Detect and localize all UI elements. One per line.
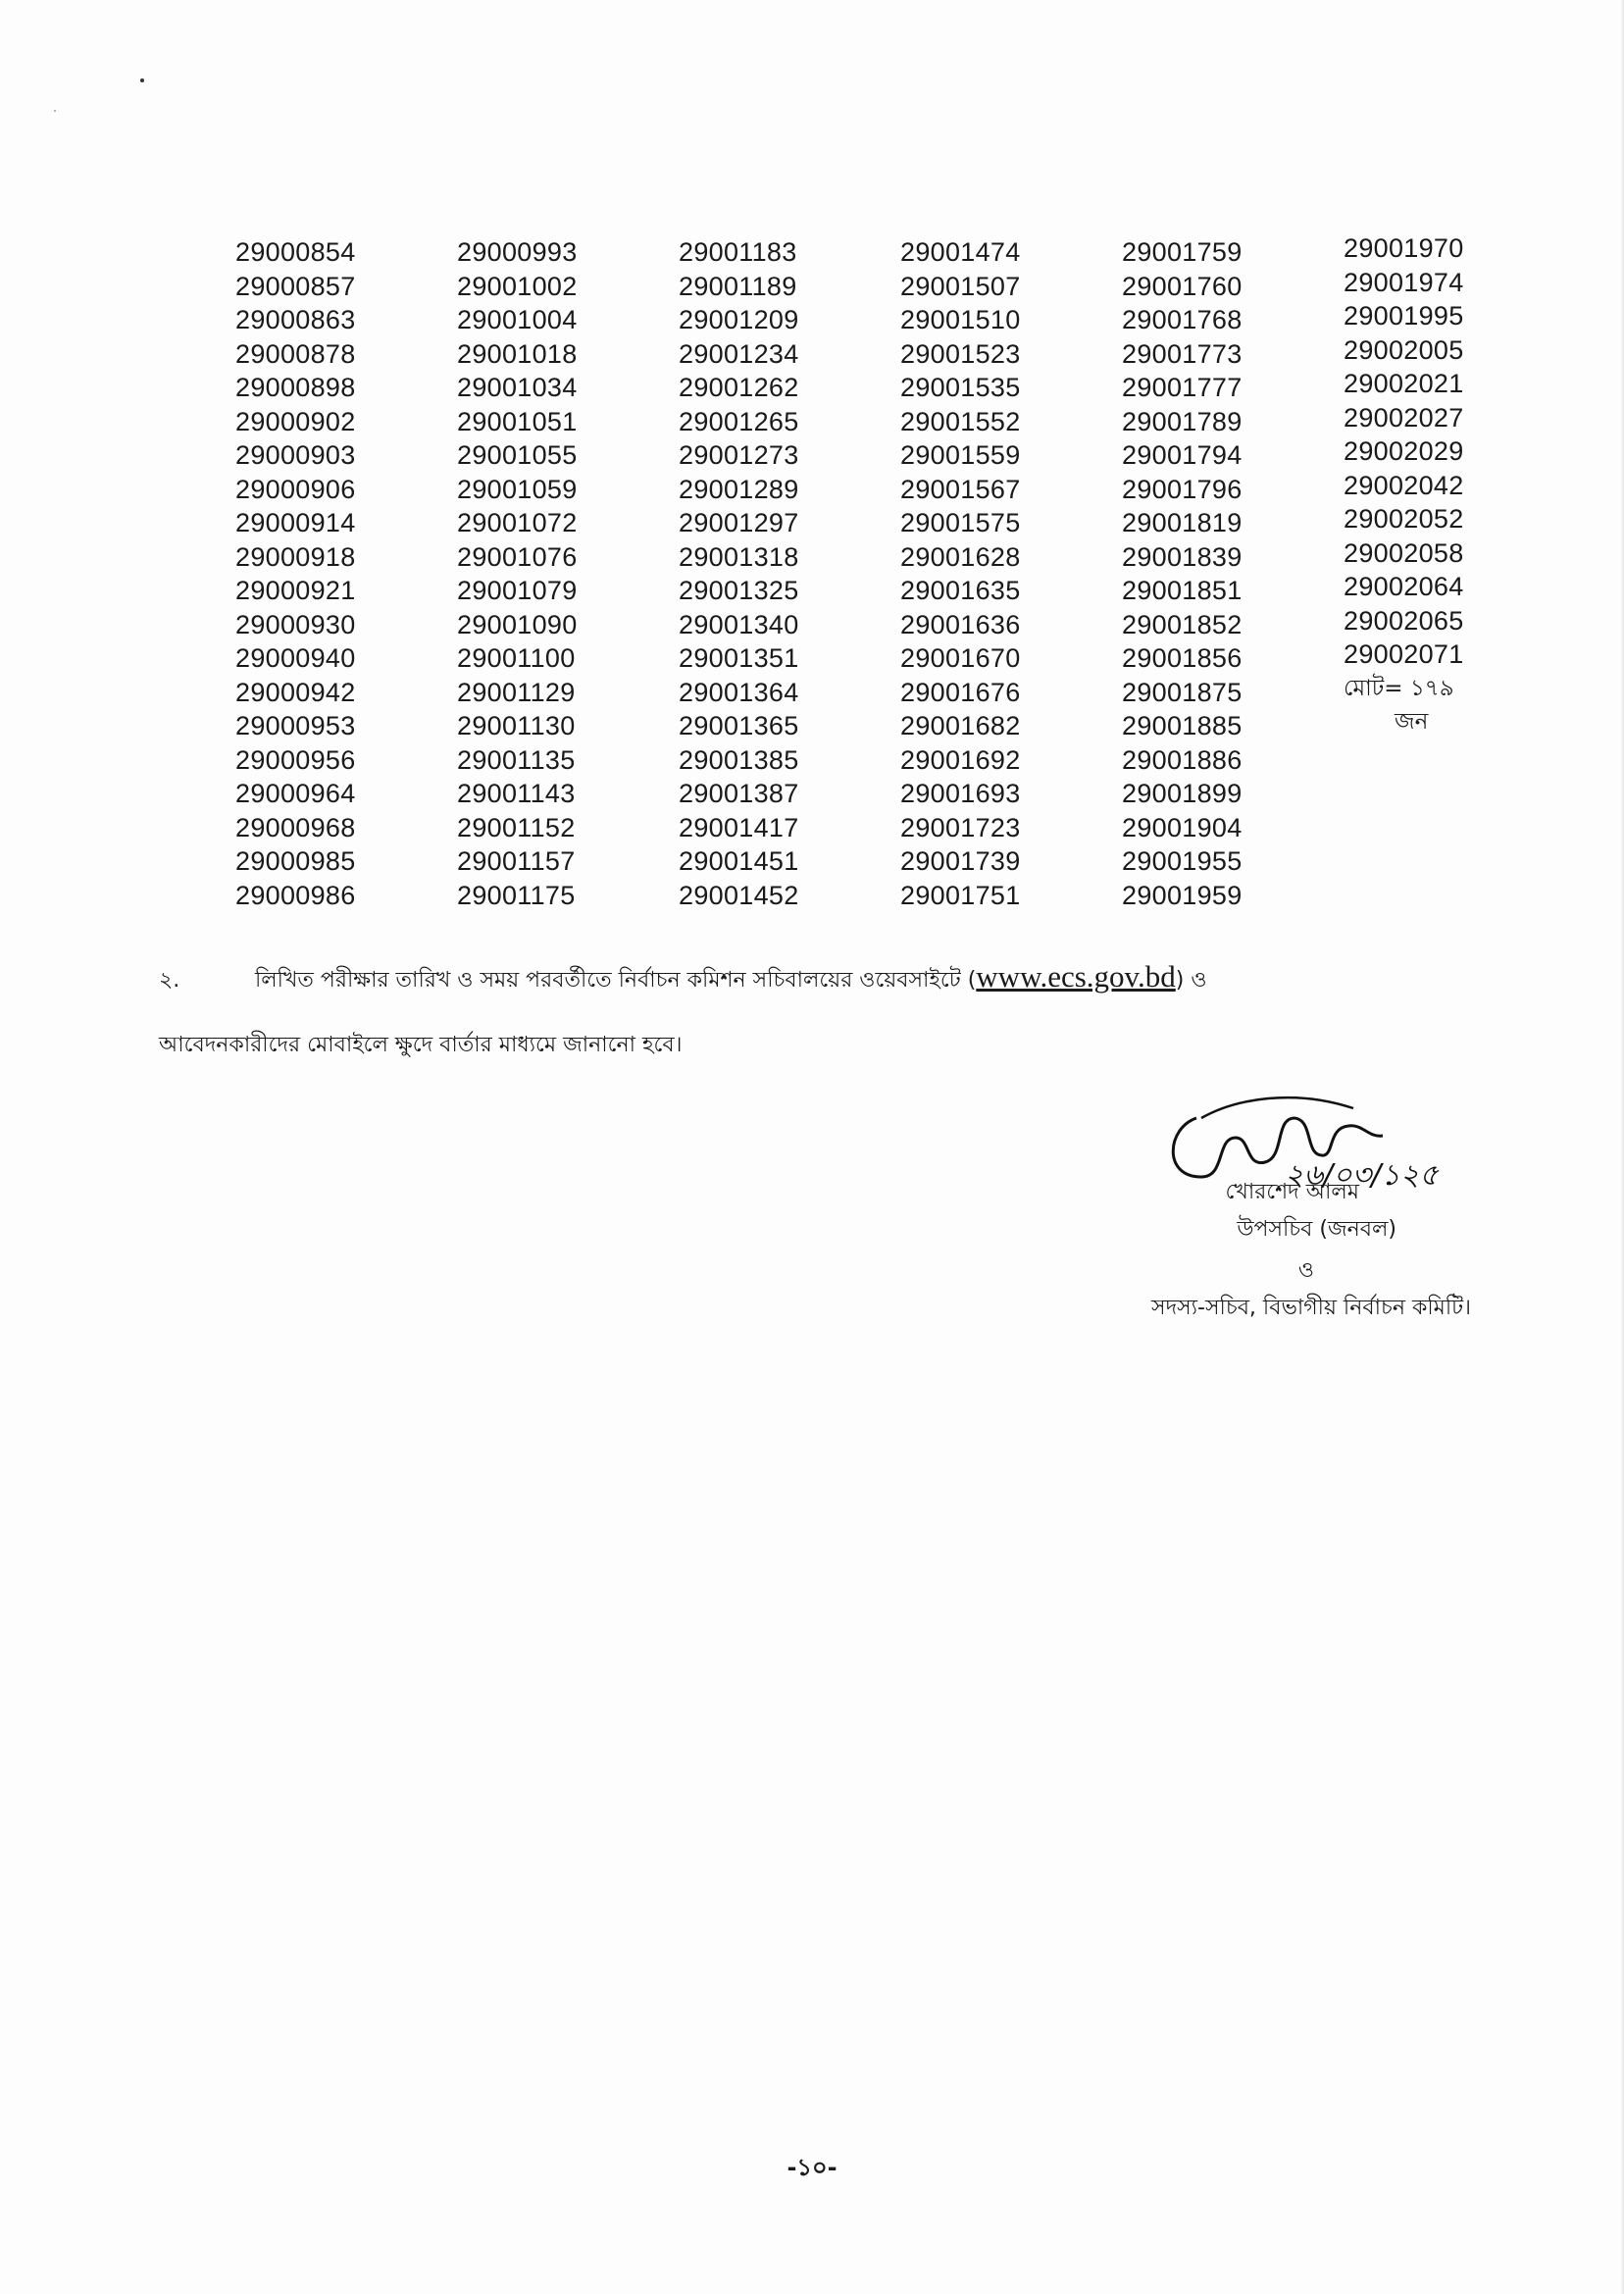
roll-number: 29001100 [457,643,576,673]
page-number: -১০- [787,2154,837,2181]
roll-number: 29001839 [1122,541,1243,572]
roll-number: 29002029 [1344,436,1464,466]
website-link[interactable]: www.ecs.gov.bd [976,959,1176,994]
roll-number: 29001451 [679,846,799,876]
roll-column-2 [457,235,653,912]
roll-number: 29001365 [679,711,799,740]
roll-number: 29001002 [457,271,578,301]
roll-number: 29002027 [1344,402,1464,433]
roll-number: 29001183 [679,237,797,267]
roll-number: 29001751 [900,880,1021,910]
roll-number: 29000993 [457,237,578,267]
roll-number: 29000854 [235,237,356,267]
roll-number: 29001899 [1122,779,1243,808]
roll-number: 29001794 [1122,440,1243,470]
roll-number: 29001682 [900,711,1021,740]
roll-number: 29001474 [900,237,1021,267]
roll-number: 29001090 [457,609,578,639]
roll-number: 29000953 [235,711,356,740]
roll-number: 29001189 [679,271,797,301]
roll-column-6-numbers [1344,231,1540,672]
roll-number: 29001739 [900,846,1021,876]
roll-number: 29001875 [1122,677,1243,707]
total-count: মোট= ১৭৯ [1344,675,1454,701]
roll-number: 29000964 [235,779,356,808]
roll-number: 29001510 [900,305,1021,334]
notice-text-tail: ) ও [1175,968,1207,993]
roll-number: 29000906 [235,474,356,504]
roll-number: 29001318 [679,541,799,572]
scan-speck [54,110,56,112]
roll-number: 29001676 [900,677,1021,707]
roll-number: 29001209 [679,305,799,334]
roll-number: 29001692 [900,744,1021,775]
roll-number: 29001234 [679,338,799,369]
roll-number: 29001955 [1122,846,1243,876]
roll-number: 29001567 [900,474,1021,504]
roll-number: 29001974 [1344,267,1464,297]
roll-number: 29001852 [1122,609,1243,639]
roll-number: 29002021 [1344,369,1464,398]
notice-text-continued: আবেদনকারীদের মোবাইলে ক্ষুদে বার্তার মাধ্যমে জানানো হবে। [159,1033,683,1057]
roll-column-3 [679,235,875,912]
notice-text: লিখিত পরীক্ষার তারিখ ও সময় পরবর্তীতে নির্বাচন কমিশন সচিবালয়ের ওয়েবসাইটে ( [255,968,977,993]
roll-number: 29001072 [457,508,578,537]
roll-number: 29001796 [1122,474,1243,504]
roll-number: 29001034 [457,373,578,402]
roll-number: 29001135 [457,744,576,775]
roll-number: 29002042 [1344,470,1464,500]
roll-number: 29001777 [1122,373,1243,402]
roll-number: 29000878 [235,338,356,369]
scan-speck [140,78,144,82]
roll-number: 29000921 [235,576,356,605]
roll-number: 29001297 [679,508,799,537]
roll-number: 29000918 [235,541,356,572]
roll-number: 29001076 [457,541,578,572]
roll-number: 29002058 [1344,537,1464,568]
scan-edge [1620,0,1624,2294]
roll-column-5 [1122,235,1318,912]
roll-number: 29001265 [679,406,799,436]
signatory-title: উপসচিব (জনবল) [1237,1217,1396,1242]
roll-number: 29002064 [1344,572,1464,601]
signatory-name: খোরশেদ আলম [1225,1180,1359,1204]
roll-number: 29001175 [457,880,576,910]
roll-number: 29001130 [457,711,576,740]
roll-number: 29001051 [457,406,578,436]
notice-line-1 [159,959,1502,999]
roll-number: 29001129 [457,677,576,707]
total-unit: জন [1395,709,1429,735]
roll-number: 29002005 [1344,334,1464,365]
roll-number: 29001904 [1122,812,1243,842]
roll-column-6 [1344,231,1540,739]
roll-number: 29001759 [1122,237,1243,267]
roll-number: 29001773 [1122,338,1243,369]
notice-number: ২. [159,968,180,993]
roll-number: 29001635 [900,576,1021,605]
roll-number: 29001351 [679,643,799,673]
roll-number: 29001768 [1122,305,1243,334]
roll-number: 29000902 [235,406,356,436]
roll-number: 29001523 [900,338,1021,369]
roll-number: 29001262 [679,373,799,402]
roll-number: 29001670 [900,643,1021,673]
roll-number: 29000956 [235,744,356,775]
roll-number: 29001760 [1122,271,1243,301]
roll-number: 29001385 [679,744,799,775]
signatory-conjunction: ও [1297,1258,1314,1283]
roll-number: 29000863 [235,305,356,334]
roll-number: 29001055 [457,440,578,470]
roll-number: 29001819 [1122,508,1243,537]
roll-number: 29001886 [1122,744,1243,775]
roll-number: 29000898 [235,373,356,402]
roll-number: 29001018 [457,338,578,369]
roll-number: 29001152 [457,812,576,842]
roll-number: 29001559 [900,440,1021,470]
roll-number: 29001789 [1122,406,1243,436]
roll-number: 29001959 [1122,880,1243,910]
roll-number: 29001079 [457,576,578,605]
roll-number: 29000903 [235,440,356,470]
roll-number: 29001340 [679,609,799,639]
roll-number: 29001995 [1344,301,1464,331]
notice-line-2 [159,1028,1502,1064]
roll-number: 29001507 [900,271,1021,301]
roll-number: 29000857 [235,271,356,301]
signatory-role: সদস্য-সচিব, বিভাগীয় নির্বাচন কমিটি। [1151,1296,1471,1320]
roll-number: 29001552 [900,406,1021,436]
signature-date: ২৬/০৩/১২৫ [1285,1158,1439,1193]
roll-number: 29001851 [1122,576,1243,605]
roll-number: 29001325 [679,576,799,605]
roll-number: 29001628 [900,541,1021,572]
roll-number: 29002065 [1344,605,1464,636]
roll-number: 29001364 [679,677,799,707]
roll-number: 29002052 [1344,504,1464,534]
roll-number: 29001856 [1122,643,1243,673]
roll-number: 29001289 [679,474,799,504]
roll-number: 29001885 [1122,711,1243,740]
roll-number: 29001157 [457,846,576,876]
roll-number: 29001417 [679,812,799,842]
roll-number: 29000942 [235,677,356,707]
roll-number: 29001636 [900,609,1021,639]
roll-column-4 [900,235,1096,912]
roll-number: 29000968 [235,812,356,842]
roll-number: 29000940 [235,643,356,673]
roll-number: 29000985 [235,846,356,876]
roll-number: 29001273 [679,440,799,470]
roll-number: 29000930 [235,609,356,639]
roll-column-1 [235,235,431,912]
roll-number: 29001387 [679,779,799,808]
roll-number: 29001143 [457,779,576,808]
roll-number: 29001693 [900,779,1021,808]
roll-number: 29000914 [235,508,356,537]
roll-number: 29001535 [900,373,1021,402]
roll-number: 29001059 [457,474,578,504]
roll-number: 29001575 [900,508,1021,537]
roll-number: 29002071 [1344,639,1464,669]
roll-number: 29001970 [1344,233,1464,263]
roll-number: 29001723 [900,812,1021,842]
roll-number: 29000986 [235,880,356,910]
roll-number: 29001004 [457,305,578,334]
roll-number: 29001452 [679,880,799,910]
